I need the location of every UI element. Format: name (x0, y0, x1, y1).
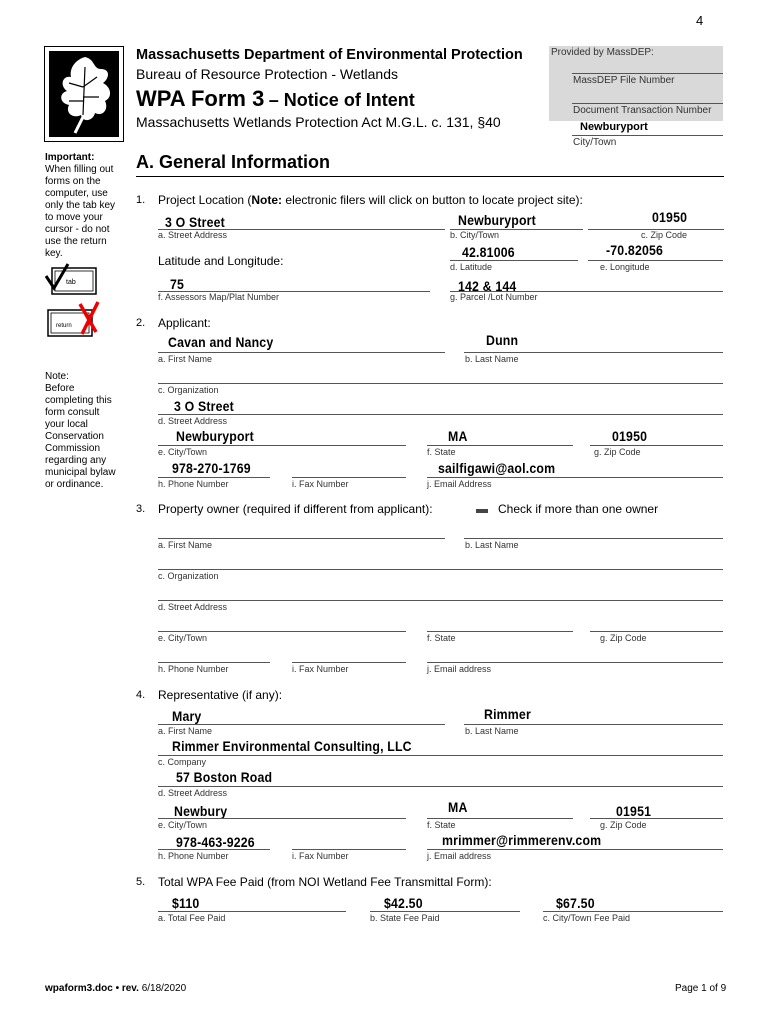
applicant-city-label: e. City/Town (158, 447, 208, 457)
total-fee-label: a. Total Fee Paid (158, 913, 226, 923)
applicant-last-name-value[interactable]: Dunn (486, 332, 519, 348)
state-fee-label: b. State Fee Paid (370, 913, 440, 923)
rep-zip-line (590, 818, 723, 819)
owner-phone-line (158, 662, 270, 663)
item-2-title: Applicant: (158, 316, 211, 330)
rep-last-name-value[interactable]: Rimmer (484, 706, 531, 722)
latitude-label: d. Latitude (450, 262, 493, 272)
owner-fax-label: i. Fax Number (292, 664, 349, 674)
return-key-icon (46, 300, 102, 338)
multiple-owner-label: Check if more than one owner (498, 502, 659, 516)
applicant-email-line (427, 477, 723, 478)
svg-text:return: return (56, 323, 72, 329)
form-title-sub: – Notice of Intent (268, 90, 415, 110)
rep-last-name-label: b. Last Name (465, 726, 519, 736)
owner-state-label: f. State (427, 633, 456, 643)
rep-email-value[interactable]: mrimmer@rimmerenv.com (442, 832, 602, 848)
owner-street-line (158, 600, 723, 601)
rep-phone-label: h. Phone Number (158, 851, 229, 861)
applicant-first-name-label: a. First Name (158, 354, 213, 364)
applicant-phone-label: h. Phone Number (158, 479, 229, 489)
owner-zip-label: g. Zip Code (600, 633, 647, 643)
city-line (572, 135, 723, 136)
note-title: Note: (45, 371, 69, 382)
state-fee-value[interactable]: $42.50 (384, 895, 423, 911)
applicant-phone-value[interactable]: 978-270-1769 (172, 460, 251, 476)
applicant-city-line (158, 445, 406, 446)
owner-city-label: e. City/Town (158, 633, 208, 643)
doc-transaction-line (572, 103, 723, 104)
latitude-line (450, 260, 578, 261)
file-number-label: MassDEP File Number (573, 75, 675, 86)
act-citation: Massachusetts Wetlands Protection Act M.G.L. c. 131, §40 (136, 114, 501, 130)
rep-city-line (158, 818, 406, 819)
applicant-fax-label: i. Fax Number (292, 479, 349, 489)
parcel-number-label: g. Parcel /Lot Number (450, 292, 538, 302)
doc-transaction-label: Document Transaction Number (573, 105, 712, 116)
city-label: City/Town (573, 137, 617, 148)
section-a-title: A. General Information (136, 152, 331, 172)
owner-fax-line (292, 662, 406, 663)
longitude-value[interactable]: -70.82056 (606, 242, 664, 258)
item-3-number: 3. (136, 503, 146, 515)
footer-file-info: wpaform3.doc • rev. 6/18/2020 (45, 983, 187, 994)
city-fee-value[interactable]: $67.50 (556, 895, 595, 911)
city-fee-line (543, 911, 723, 912)
owner-org-line (158, 569, 723, 570)
applicant-zip-line (590, 445, 723, 446)
applicant-city-value[interactable]: Newburyport (176, 428, 254, 444)
owner-email-line (427, 662, 723, 663)
department-name: Massachusetts Department of Environmental Protection (136, 47, 523, 63)
city-value[interactable]: Newburyport (580, 121, 648, 133)
rep-street-line (158, 786, 723, 787)
owner-last-name-line (464, 538, 723, 539)
item-4-number: 4. (136, 689, 146, 701)
important-text: When filling out forms on the computer, use only the tab key to move your cursor - do not use the return key. (45, 164, 116, 259)
owner-email-label: j. Email address (427, 664, 492, 674)
owner-phone-label: h. Phone Number (158, 664, 229, 674)
applicant-zip-value[interactable]: 01950 (612, 428, 648, 444)
rep-state-line (427, 818, 573, 819)
owner-first-name-label: a. First Name (158, 540, 213, 550)
item-5-number: 5. (136, 876, 146, 888)
applicant-last-name-line (464, 352, 723, 353)
lat-long-label: Latitude and Longitude: (158, 254, 284, 268)
owner-zip-line (590, 631, 723, 632)
item-5-title: Total WPA Fee Paid (from NOI Wetland Fee Transmittal Form): (158, 875, 492, 889)
important-title: Important: (45, 152, 95, 163)
map-number-value[interactable]: 75 (170, 276, 185, 292)
latitude-value[interactable]: 42.81006 (462, 244, 515, 260)
rep-first-name-line (158, 724, 445, 725)
rep-city-label: e. City/Town (158, 820, 208, 830)
applicant-state-label: f. State (427, 447, 456, 457)
item-1-number: 1. (136, 194, 146, 206)
rep-state-label: f. State (427, 820, 456, 830)
section-a-rule (136, 176, 724, 177)
rep-company-line (158, 755, 723, 756)
rep-city-value[interactable]: Newbury (174, 803, 228, 819)
rep-first-name-value[interactable]: Mary (172, 708, 202, 724)
rep-zip-value[interactable]: 01951 (616, 803, 652, 819)
rep-email-label: j. Email address (427, 851, 492, 861)
applicant-street-line (158, 414, 723, 415)
tab-key-icon (44, 262, 100, 298)
applicant-street-value[interactable]: 3 O Street (174, 398, 234, 414)
form-title (136, 86, 415, 112)
applicant-state-line (427, 445, 573, 446)
applicant-street-label: d. Street Address (158, 416, 228, 426)
note-text: Before completing this form consult your local Conservation Commission regarding any municipal bylaw or ordinance. (45, 383, 116, 490)
project-zip-label: c. Zip Code (641, 230, 688, 240)
applicant-zip-label: g. Zip Code (594, 447, 641, 457)
rep-fax-label: i. Fax Number (292, 851, 349, 861)
total-fee-line (158, 911, 346, 912)
rep-last-name-line (464, 724, 723, 725)
state-fee-line (370, 911, 520, 912)
applicant-org-label: c. Organization (158, 385, 219, 395)
owner-first-name-line (158, 538, 445, 539)
rep-street-value[interactable]: 57 Boston Road (176, 769, 273, 785)
rep-street-label: d. Street Address (158, 788, 228, 798)
oak-leaf-icon (45, 47, 123, 141)
form-title-main: WPA Form 3 (136, 86, 265, 111)
applicant-first-name-line (158, 352, 445, 353)
item-3-title: Property owner (required if different from applicant): (158, 502, 433, 516)
file-number-line (572, 73, 723, 74)
city-fee-label: c. City/Town Fee Paid (543, 913, 631, 923)
project-street-value[interactable]: 3 O Street (165, 214, 225, 230)
rep-state-value[interactable]: MA (448, 799, 468, 815)
item-2-number: 2. (136, 317, 146, 329)
applicant-email-label: j. Email Address (427, 479, 492, 489)
parcel-number-value[interactable]: 142 & 144 (458, 278, 517, 294)
rep-phone-value[interactable]: 978-463-9226 (176, 834, 255, 850)
total-fee-value[interactable]: $110 (172, 895, 200, 911)
owner-state-line (427, 631, 573, 632)
applicant-state-value[interactable]: MA (448, 428, 468, 444)
rep-fax-line (292, 849, 406, 850)
massdep-logo (44, 46, 124, 142)
applicant-last-name-label: b. Last Name (465, 354, 519, 364)
rep-company-label: c. Company (158, 757, 207, 767)
rep-phone-line (158, 849, 270, 850)
bureau-name: Bureau of Resource Protection - Wetlands (136, 66, 398, 82)
applicant-email-value[interactable]: sailfigawi@aol.com (438, 460, 556, 476)
owner-last-name-label: b. Last Name (465, 540, 519, 550)
multiple-owner-checkbox[interactable] (476, 509, 488, 513)
project-city-value[interactable]: Newburyport (458, 212, 536, 228)
applicant-phone-line (158, 477, 270, 478)
applicant-org-line (158, 383, 723, 384)
project-zip-value[interactable]: 01950 (652, 209, 688, 225)
project-city-label: b. City/Town (450, 230, 500, 240)
applicant-fax-line (292, 477, 406, 478)
item-1-title: Project Location (Note: electronic filers will click on button to locate project site): (158, 193, 583, 207)
longitude-line (588, 260, 723, 261)
owner-street-label: d. Street Address (158, 602, 228, 612)
rep-email-line (427, 849, 723, 850)
rep-zip-label: g. Zip Code (600, 820, 647, 830)
provided-by-label: Provided by MassDEP: (551, 47, 654, 58)
item-4-title: Representative (if any): (158, 688, 283, 702)
owner-city-line (158, 631, 406, 632)
footer-page-number: Page 1 of 9 (675, 983, 727, 994)
longitude-label: e. Longitude (600, 262, 650, 272)
project-street-label: a. Street Address (158, 230, 228, 240)
rep-company-value[interactable]: Rimmer Environmental Consulting, LLC (172, 738, 412, 754)
applicant-first-name-value[interactable]: Cavan and Nancy (168, 334, 274, 350)
map-number-label: f. Assessors Map/Plat Number (158, 292, 280, 302)
top-page-number: 4 (696, 13, 704, 28)
owner-org-label: c. Organization (158, 571, 219, 581)
rep-first-name-label: a. First Name (158, 726, 213, 736)
svg-text:tab: tab (66, 279, 76, 286)
